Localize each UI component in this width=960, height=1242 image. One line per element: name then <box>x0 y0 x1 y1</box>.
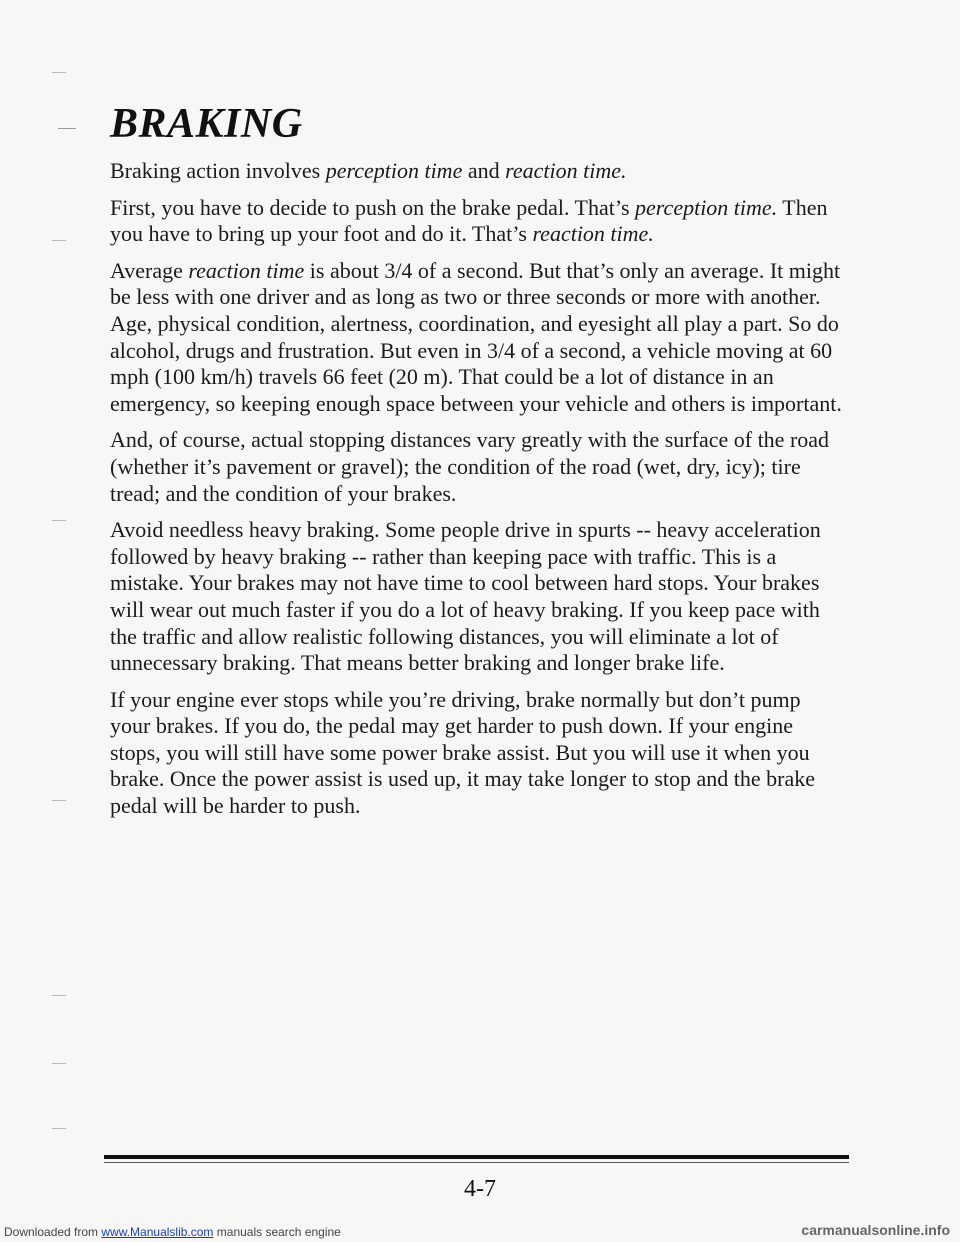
paragraph-text: And, of course, actual stopping distances vary greatly with the surface of the road (whether it’s pavement or gravel); the condition of the road (wet, dry, icy); tire tread; and the condition of your brakes. <box>110 427 830 506</box>
paragraph-text: Braking action involves <box>110 158 326 183</box>
edge-mark <box>52 72 66 73</box>
edge-mark <box>52 240 66 241</box>
section-heading: BRAKING <box>110 101 303 147</box>
edge-mark <box>52 520 66 521</box>
emphasized-term: reaction time. <box>532 221 654 247</box>
paragraph-text: Then you have to bring up your foot and do it. That’s <box>110 194 828 247</box>
paragraph <box>110 517 845 677</box>
manualslib-link[interactable]: www.Manualslib.com <box>101 1225 214 1239</box>
paragraph <box>110 427 845 507</box>
site-watermark: carmanualsonline.info <box>801 1222 950 1238</box>
edge-mark <box>52 995 66 996</box>
paragraph <box>110 158 845 185</box>
page-number: 4-7 <box>464 1176 496 1202</box>
credit-suffix: manuals search engine <box>213 1225 341 1239</box>
footer-rule <box>104 1155 849 1159</box>
paragraph <box>110 195 845 248</box>
paragraph-text: Average <box>110 257 189 283</box>
credit-prefix: Downloaded from <box>4 1225 102 1239</box>
paragraph-text: Avoid needless heavy braking. Some people drive in spurts -- heavy acceleration followed by heavy braking -- rather than keeping pace with traffic. This is a mistake. Your brakes may not have time to cool between hard stops. Your brakes will wear out much faster if you do a lot of heavy braking. If you keep pace with the traffic and allow realistic following distances, you will eliminate a lot of unnecessary braking. That means better braking and longer brake life. <box>110 517 821 676</box>
paragraph <box>110 687 845 820</box>
edge-mark <box>52 1128 66 1129</box>
edge-mark <box>52 1063 66 1064</box>
emphasized-term: perception time <box>325 158 463 183</box>
paragraph <box>110 258 845 418</box>
emphasized-term: reaction time. <box>505 158 627 183</box>
body-text <box>110 158 845 830</box>
edge-mark <box>52 800 66 801</box>
footer-rule-thin <box>104 1162 849 1163</box>
paragraph-text: First, you have to decide to push on the brake pedal. That’s <box>110 194 636 220</box>
download-credit <box>4 1225 341 1239</box>
paragraph-text: If your engine ever stops while you’re driving, brake normally but don’t pump your brakes. If you do, the pedal may get harder to push down. If your engine stops, you will still have some power brake assist. But you will use it when you brake. Once the power assist is used up, it may take longer to stop and the brake pedal will be harder to push. <box>110 686 816 819</box>
edge-mark <box>58 128 76 129</box>
paragraph-text: is about 3/4 of a second. But that’s only an average. It might be less with one driver and as long as two or three seconds or more with another. Age, physical condition, alertness, coordination, and eyesight all play a part. So do alcohol, drugs and frustration. But even in 3/4 of a second, a vehicle moving at 60 mph (100 km/h) travels 66 feet (20 m). That could be a lot of distance in an emergency, so keeping enough space between your vehicle and others is important. <box>110 257 842 416</box>
paragraph-text: and <box>462 158 506 183</box>
emphasized-term: reaction time <box>188 257 305 283</box>
emphasized-term: perception time. <box>635 194 778 220</box>
